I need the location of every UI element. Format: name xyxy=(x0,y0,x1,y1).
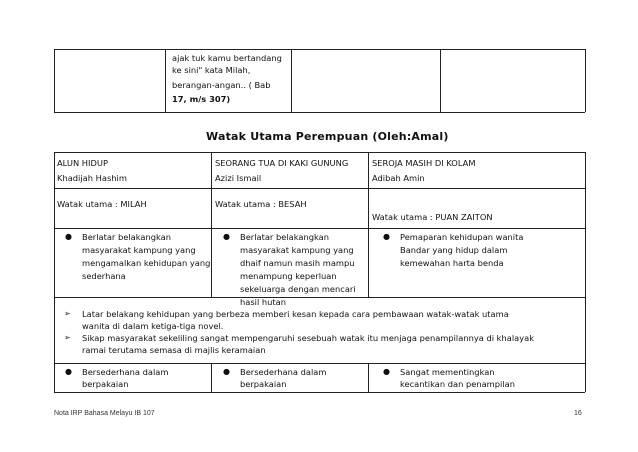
bullet-icon: ● xyxy=(65,367,72,376)
novel-author: Azizi Ismail xyxy=(215,173,262,183)
bullet-line: dhaif namun masih mampu xyxy=(240,258,355,268)
bullet-icon: ● xyxy=(383,232,390,241)
novel-title: ALUN HIDUP xyxy=(57,158,108,168)
bullet-icon: ● xyxy=(223,367,230,376)
bullet-line: kecantikan dan penampilan xyxy=(400,379,515,389)
bullet-line: berpakaian xyxy=(82,379,129,389)
bullet-line: mengamalkan kehidupan yang xyxy=(82,258,211,268)
summary-line: ramai terutama semasa di majlis keramaian xyxy=(82,345,266,355)
novel-title: SEROJA MASIH DI KOLAM xyxy=(372,158,476,168)
bullet-line: sederhana xyxy=(82,271,126,281)
bullet-line: Berlatar belakangkan xyxy=(240,232,330,242)
bullet-line: menampung keperluan xyxy=(240,271,337,281)
bullet-line: Pemaparan kehidupan wanita xyxy=(400,232,524,242)
bullet-line: Bersederhana dalam xyxy=(240,367,327,377)
bullet-line: masyarakat kampung yang xyxy=(240,245,354,255)
novel-author: Adibah Amin xyxy=(372,173,425,183)
bullet-line: Berlatar belakangkan xyxy=(82,232,172,242)
bullet-line: Sangat mementingkan xyxy=(400,367,495,377)
footer-label: Nota IRP Bahasa Melayu IB 107 xyxy=(54,410,155,417)
bullet-line: berpakaian xyxy=(240,379,287,389)
summary-line: Latar belakang kehidupan yang berbeza memberi kesan kepada cara pembawaan watak-watak utama xyxy=(82,309,509,319)
novel-title: SEORANG TUA DI KAKI GUNUNG xyxy=(215,158,349,168)
main-character: Watak utama : BESAH xyxy=(215,199,307,209)
page-number: 16 xyxy=(574,410,582,417)
top-cell-line: ke sini" kata Milah, xyxy=(172,65,251,75)
bullet-line: Bersederhana dalam xyxy=(82,367,169,377)
bullet-line: sekeluarga dengan mencari xyxy=(240,284,356,294)
top-cell-line: ajak tuk kamu bertandang xyxy=(172,53,282,63)
bullet-line: kemewahan harta benda xyxy=(400,258,504,268)
bullet-line: masyarakat kampung yang xyxy=(82,245,196,255)
arrow-bullet-icon: ➢ xyxy=(64,333,71,342)
summary-line: wanita di dalam ketiga-tiga novel. xyxy=(82,321,224,331)
summary-line: Sikap masyarakat sekeliling sangat mempengaruhi sesebuah watak itu menjaga penampilannya di khalayak xyxy=(82,333,535,343)
section-title: Watak Utama Perempuan (Oleh:Amal) xyxy=(206,130,449,143)
top-cell-line: berangan-angan.. ( Bab xyxy=(172,80,271,90)
top-cell-line: 17, m/s 307) xyxy=(172,94,231,104)
main-character: Watak utama : MILAH xyxy=(57,199,147,209)
novel-author: Khadijah Hashim xyxy=(57,173,127,183)
bullet-icon: ● xyxy=(383,367,390,376)
bullet-icon: ● xyxy=(223,232,230,241)
main-character: Watak utama : PUAN ZAITON xyxy=(372,212,493,222)
bullet-line: Bandar yang hidup dalam xyxy=(400,245,508,255)
bullet-line: hasil hutan xyxy=(240,297,287,307)
arrow-bullet-icon: ➢ xyxy=(64,309,71,318)
bullet-icon: ● xyxy=(65,232,72,241)
